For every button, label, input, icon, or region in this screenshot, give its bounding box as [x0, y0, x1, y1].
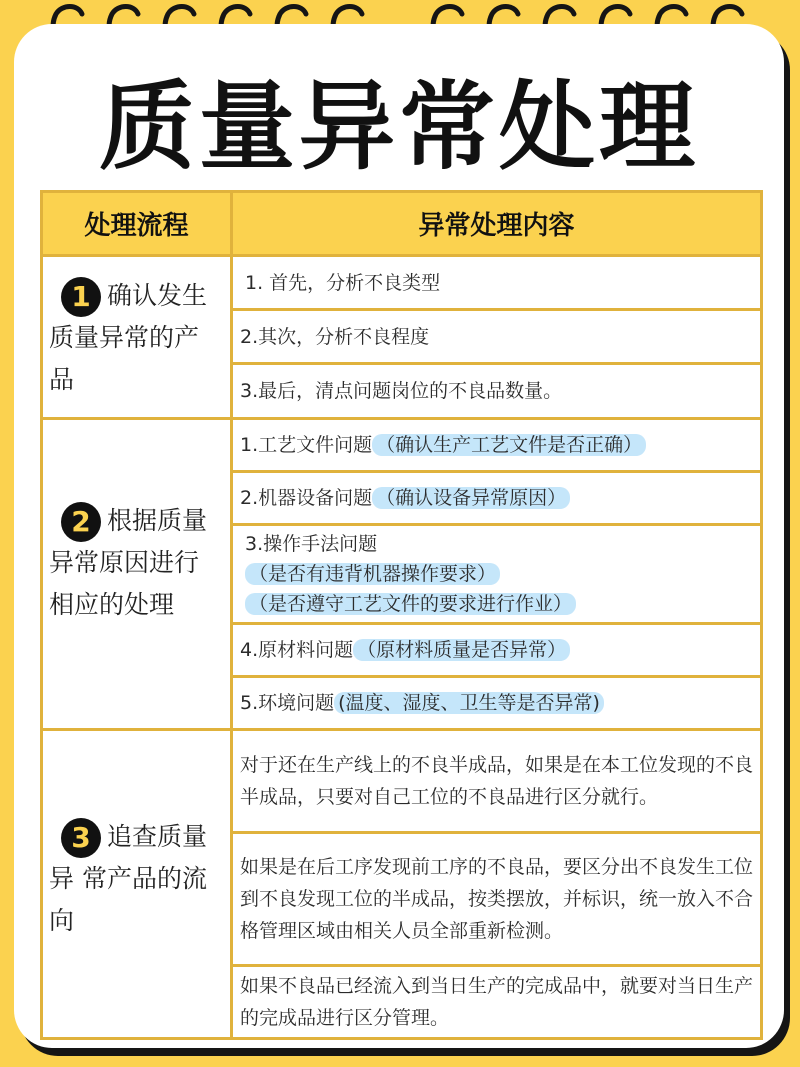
step-1-label — [43, 257, 230, 417]
step-2-item-5: 5.环境问题 (温度、湿度、卫生等是否异常) — [233, 678, 760, 728]
header-process: 处理流程 — [43, 193, 230, 254]
note-highlight: （确认生产工艺文件是否正确） — [372, 434, 646, 456]
step-2-text: 根据质量异常原因进行相应的处理 — [49, 506, 208, 619]
note-highlight: （原材料质量是否异常） — [353, 639, 570, 661]
step-3-text: 追查质量异 常产品的流向 — [49, 822, 208, 935]
step-3-label — [43, 731, 230, 1037]
step-2-item-2: 2.机器设备问题 （确认设备异常原因） — [233, 473, 760, 523]
step-3-item-1: 对于还在生产线上的不良半成品，如果是在本工位发现的不良半成品，只要对自己工位的不良品进行区分就行。 — [233, 731, 760, 831]
step-3-item-3: 如果不良品已经流入到当日生产的完成品中，就要对当日生产的完成品进行区分管理。 — [233, 967, 760, 1037]
header-content: 异常处理内容 — [233, 193, 760, 254]
step-1-text: 确认发生质量异常的产品 — [49, 281, 208, 394]
note-highlight: （是否有违背机器操作要求） — [245, 563, 500, 585]
note-highlight: （是否遵守工艺文件的要求进行作业） — [245, 593, 576, 615]
step-1-number-badge: 1 — [61, 277, 101, 317]
step-1-item-3: 3.最后，清点问题岗位的不良品数量。 — [233, 365, 760, 417]
step-1-item-1: 1. 首先，分析不良类型 — [233, 257, 760, 308]
step-2-item-1: 1.工艺文件问题 （确认生产工艺文件是否正确） — [233, 420, 760, 470]
page-title: 质量异常处理 — [99, 71, 699, 183]
note-highlight: (温度、湿度、卫生等是否异常) — [334, 692, 604, 714]
step-1-item-2: 2.其次，分析不良程度 — [233, 311, 760, 362]
note-highlight: （确认设备异常原因） — [372, 487, 570, 509]
process-table — [40, 190, 763, 1040]
step-3-number-badge: 3 — [61, 818, 101, 858]
step-2-label — [43, 420, 230, 728]
step-2-item-3: 3.操作手法问题 （是否有违背机器操作要求） （是否遵守工艺文件的要求进行作业） — [233, 526, 760, 622]
step-2-item-4: 4.原材料问题 （原材料质量是否异常） — [233, 625, 760, 675]
step-3-item-2: 如果是在后工序发现前工序的不良品，要区分出不良发生工位到不良发现工位的半成品，按类摆放，并标识，统一放入不合格管理区域由相关人员全部重新检测。 — [233, 834, 760, 964]
step-2-number-badge: 2 — [61, 502, 101, 542]
